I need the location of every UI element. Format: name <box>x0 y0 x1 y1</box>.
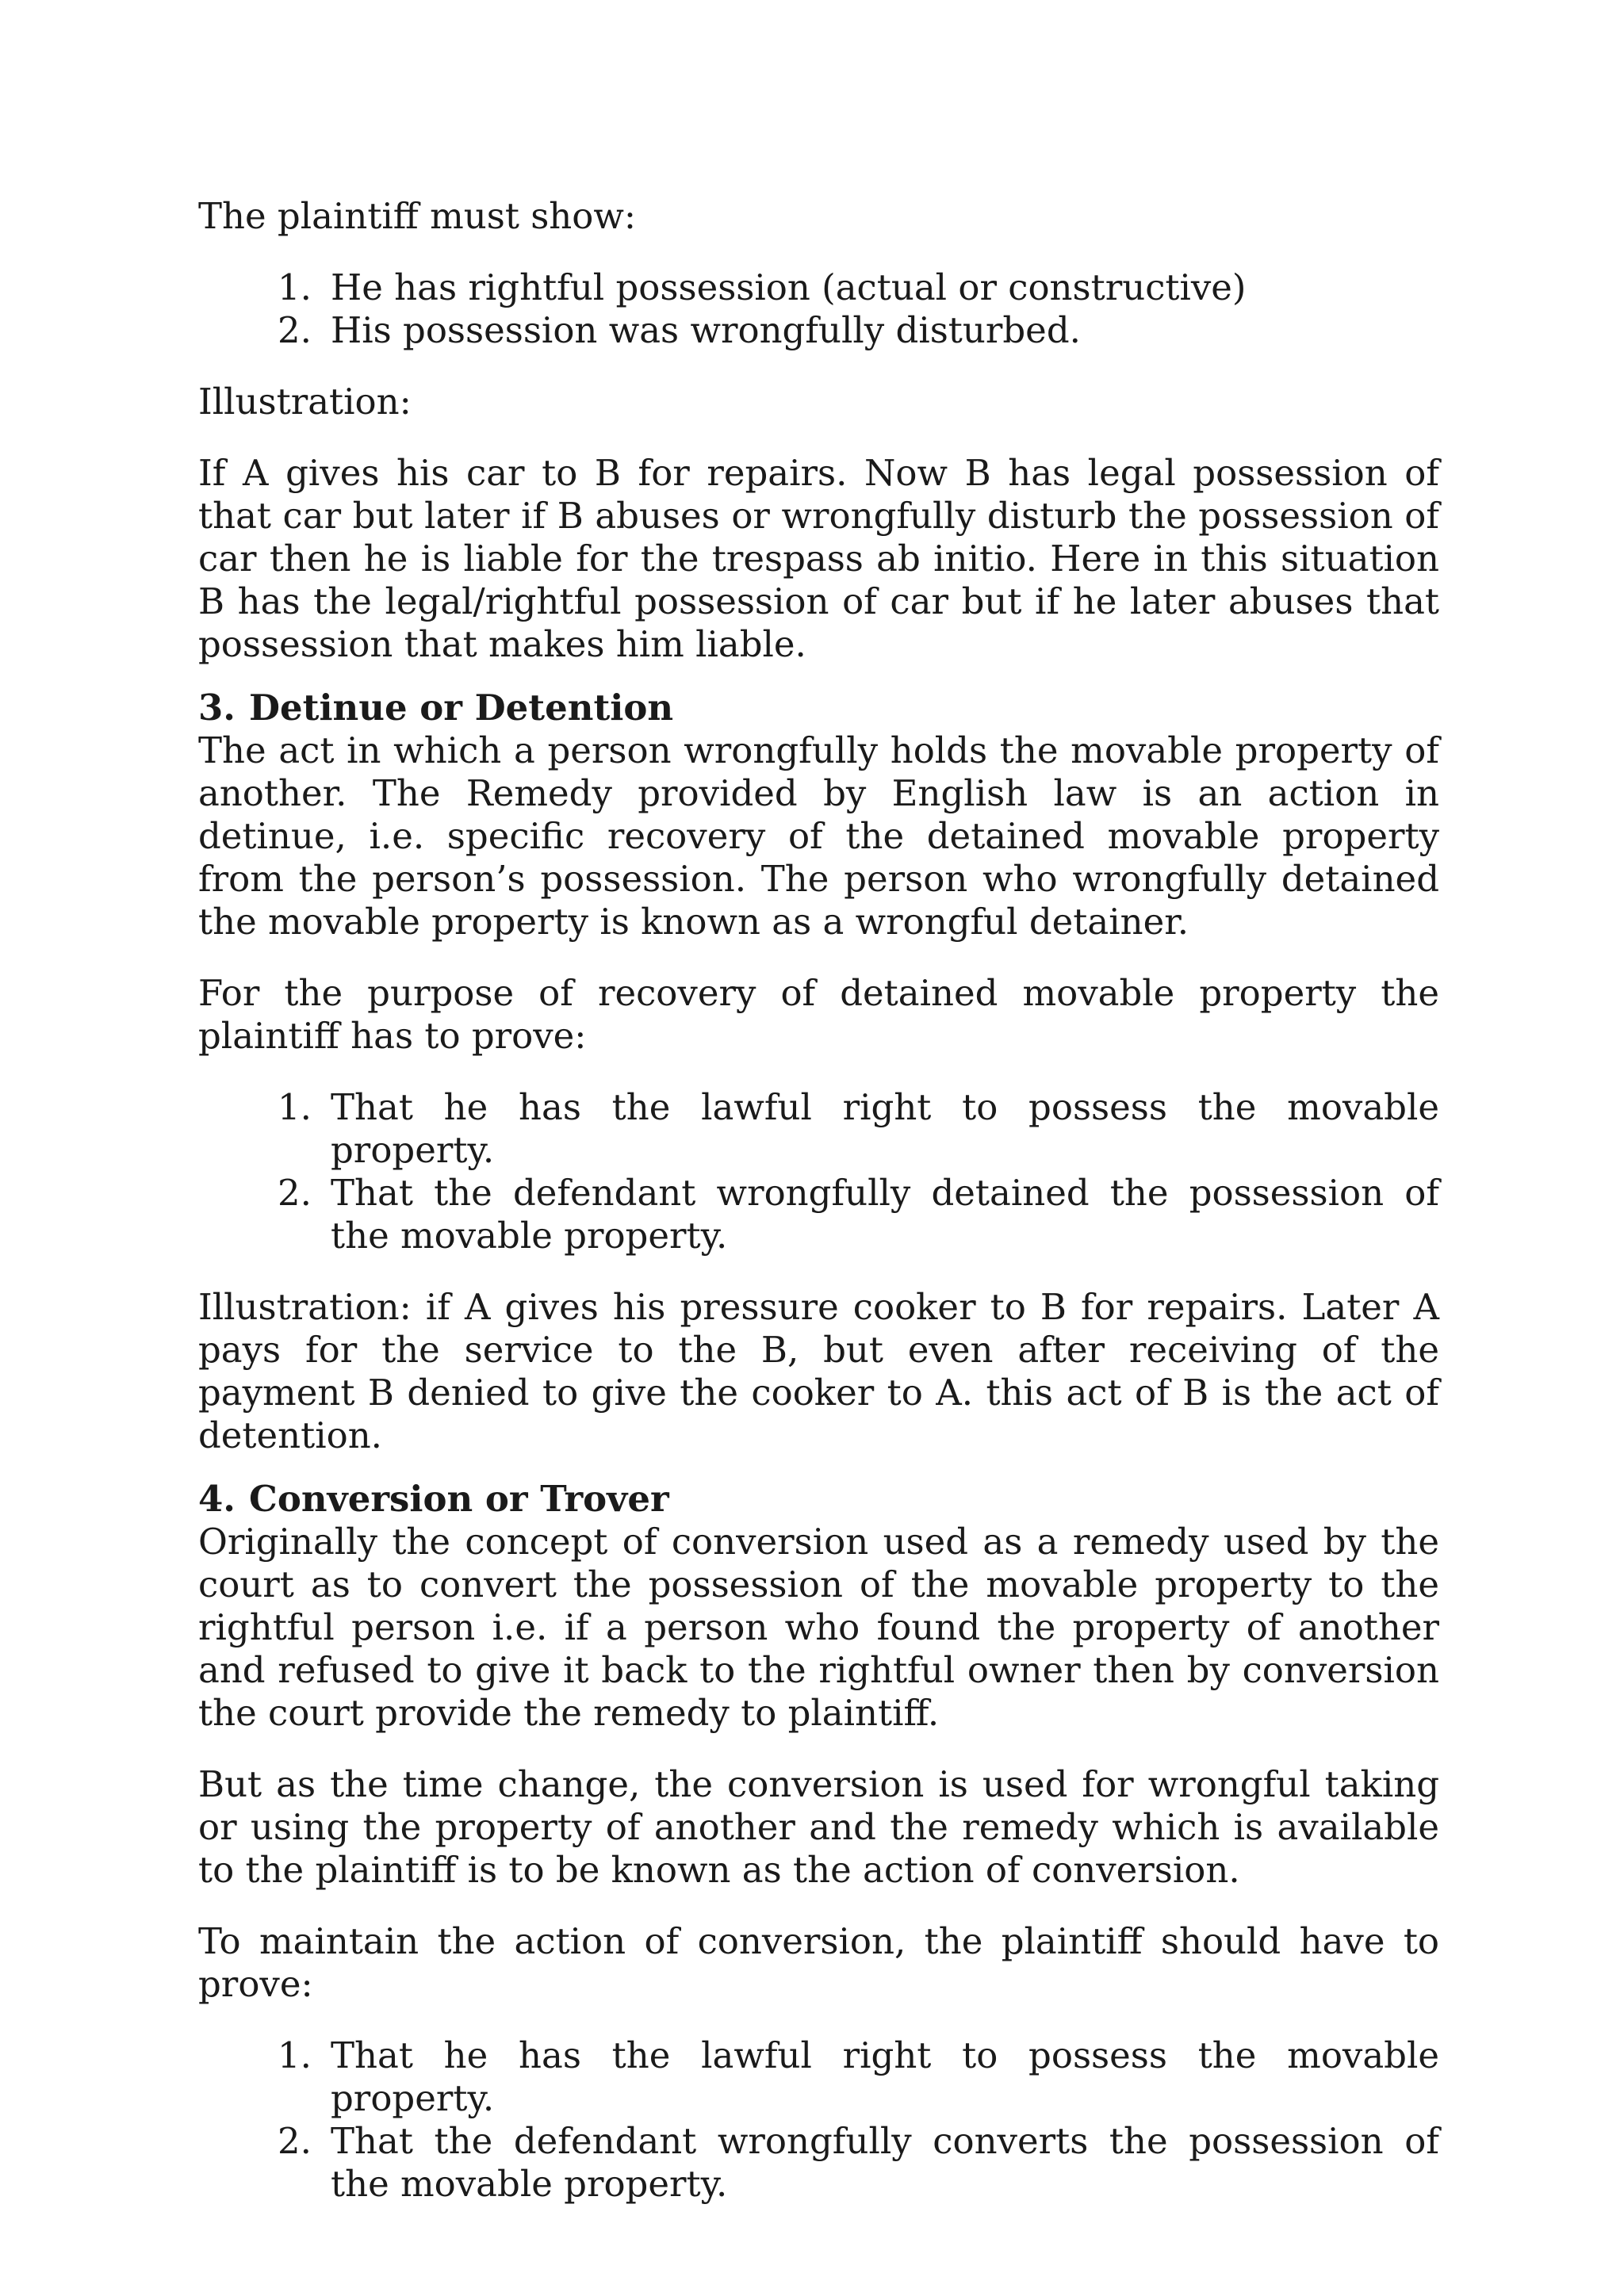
intro-paragraph: The plaintiff must show: <box>198 195 637 237</box>
section-number: 4. <box>198 1478 236 1520</box>
list-item <box>198 1086 1439 1172</box>
section-4-heading <box>198 1478 1439 1521</box>
list-number: 2. <box>278 1172 312 1214</box>
list-item <box>198 2120 1439 2206</box>
section-3-list <box>198 1086 1439 1257</box>
list-number: 1. <box>278 2034 312 2076</box>
requirements-list <box>198 266 1439 352</box>
list-number: 1. <box>278 266 312 308</box>
list-number: 2. <box>278 309 312 351</box>
list-number: 2. <box>278 2120 312 2162</box>
section-4-body-1: Originally the concept of conversion used as a remedy used by the court as to convert the possession of the movable property to the rightful person i.e. if a person who found the property of another and refused to give it back to the rightful owner then by conversion the court provide the remedy to plaintiff. <box>198 1521 1439 1734</box>
list-text: That the defendant wrongfully detained the possession of the movable property. <box>331 1172 1439 1257</box>
list-item <box>198 309 1439 352</box>
section-3-prove-intro: For the purpose of recovery of detained movable property the plaintiff has to prove: <box>198 972 1439 1057</box>
list-item <box>198 2034 1439 2120</box>
list-number: 1. <box>278 1086 312 1128</box>
list-item <box>198 266 1439 309</box>
section-number: 3. <box>198 687 236 729</box>
section-4-prove-intro: To maintain the action of conversion, the plaintiff should have to prove: <box>198 1920 1439 2005</box>
list-text: That he has the lawful right to possess the movable property. <box>331 2034 1439 2119</box>
illustration-label: Illustration: <box>198 381 412 423</box>
section-4-body-2: But as the time change, the conversion is used for wrongful taking or using the property of another and the remedy which is available to the plaintiff is to be known as the action of conversion. <box>198 1763 1439 1891</box>
section-3-heading <box>198 687 1439 729</box>
section-3-illustration: Illustration: if A gives his pressure cooker to B for repairs. Later A pays for the service to the B, but even after receiving of the payment B denied to give the cooker to A. this act of B is the act of detention. <box>198 1286 1439 1456</box>
list-text: His possession was wrongfully disturbed. <box>331 309 1081 351</box>
section-title: Conversion or Trover <box>249 1478 669 1520</box>
list-item <box>198 1172 1439 1257</box>
illustration-paragraph: If A gives his car to B for repairs. Now B has legal possession of that car but later if B abuses or wrongfully disturb the possession of car then he is liable for the trespass ab initio. Here in this situation B has the legal/rightful possession of car but if he later abuses that possession that makes him liable. <box>198 452 1439 665</box>
document-page <box>198 195 1439 2206</box>
section-title: Detinue or Detention <box>249 687 674 729</box>
section-4-list <box>198 2034 1439 2206</box>
section-3-body: The act in which a person wrongfully holds the movable property of another. The Remedy provided by English law is an action in detinue, i.e. specific recovery of the detained movable property from the person’s possession. The person who wrongfully detained the movable property is known as a wrongful detainer. <box>198 729 1439 943</box>
list-text: That he has the lawful right to possess the movable property. <box>331 1086 1439 1171</box>
list-text: He has rightful possession (actual or constructive) <box>331 266 1247 308</box>
list-text: That the defendant wrongfully converts the possession of the movable property. <box>331 2120 1439 2205</box>
